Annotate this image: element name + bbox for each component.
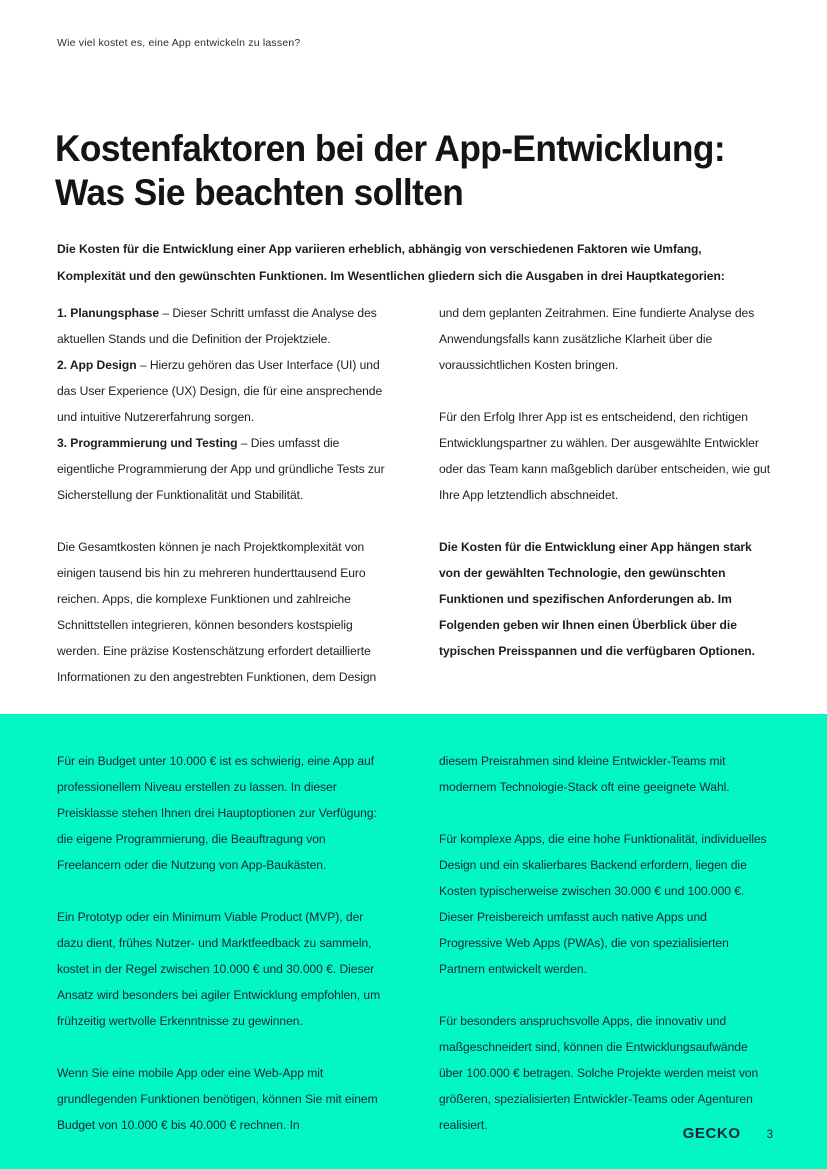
price-left-paragraph-3: Wenn Sie eine mobile App oder eine Web-App mit grundlegenden Funktionen benötigen, können Sie mit einem Budget von 10.000 € bis 40.000 € rechnen. In	[57, 1066, 378, 1132]
price-left-paragraph-2: Ein Prototyp oder ein Minimum Viable Product (MVP), der dazu dient, frühes Nutzer- und Marktfeedback zu sammeln, kostet in der Regel zwischen 10.000 € und 30.000 €. Dieser Ansatz wird besonders bei agiler Entwicklung empfohlen, um frühzeitig wertvolle Erkenntnisse zu gewinnen.	[57, 910, 381, 1028]
factor-2-label: 2. App Design	[57, 358, 137, 372]
running-header: Wie viel kostet es, eine App entwickeln zu lassen?	[57, 37, 301, 49]
price-right-paragraph-3: Für besonders anspruchsvolle Apps, die innovativ und maßgeschneidert sind, können die Entwicklungsaufwände über 100.000 € betragen. Solche Projekte werden meist von größeren, spezialisierten Entwickler-Teams oder Agenturen realisiert.	[439, 1014, 759, 1132]
price-left-paragraph-1: Für ein Budget unter 10.000 € ist es schwierig, eine App auf professionellem Niveau erstellen zu lassen. In dieser Preisklasse stehen Ihnen drei Hauptoptionen zur Verfügung: die eigene Programmierung, die Beauftragung von Freelancern oder die Nutzung von App-Baukästen.	[57, 754, 377, 872]
price-right-paragraph-2: Für komplexe Apps, die eine hohe Funktionalität, individuelles Design und ein skalierbares Backend erfordern, liegen die Kosten typischerweise zwischen 30.000 € und 100.000 €. Dieser Preisbereich umfasst auch native Apps und Progressive Web Apps (PWAs), die von spezialisierten Partnern entwickelt werden.	[439, 832, 767, 976]
page-title-line-2: Was Sie beachten sollten	[55, 171, 464, 213]
body-right-paragraph-1: und dem geplanten Zeitrahmen. Eine fundierte Analyse des Anwendungsfalls kann zusätzliche Klarheit über die voraussichtlichen Kosten bringen.	[439, 306, 755, 372]
page-title-line-1: Kostenfaktoren bei der App-Entwicklung:	[55, 127, 725, 169]
page-footer	[683, 1125, 773, 1142]
body-right-column	[439, 300, 773, 690]
factor-1-label: 1. Planungsphase	[57, 306, 160, 320]
body-left-paragraph-2: Die Gesamtkosten können je nach Projektkomplexität von einigen tausend bis hin zu mehreren hunderttausend Euro reichen. Apps, die komplexe Funktionen und zahlreiche Schnittstellen integrieren, können besonders kostspielig werden. Eine präzise Kostenschätzung erfordert detaillierte Informationen zu den angestrebten Funktionen, dem Design	[57, 540, 377, 684]
factor-2-text: – Hierzu gehören das User Interface (UI) und das User Experience (UX) Design, die für eine ansprechende und intuitive Nutzererfahrung sorgen.	[57, 358, 383, 424]
gecko-logo: GECKO	[682, 1125, 741, 1142]
price-right-column	[439, 748, 773, 1138]
intro-paragraph: Die Kosten für die Entwicklung einer App variieren erheblich, abhängig von verschiedenen Faktoren wie Umfang, Komplexität und den gewünschten Funktionen. Im Wesentlichen gliedern sich die Ausgaben in drei Hauptkategorien:	[57, 242, 725, 283]
factor-3-text: – Dies umfasst die eigentliche Programmierung der App und gründliche Tests zur Sicherstellung der Funktionalität und Stabilität.	[57, 436, 385, 502]
body-right-paragraph-3-highlight: Die Kosten für die Entwicklung einer App hängen stark von der gewählten Technologie, den gewünschten Funktionen und spezifischen Anforderungen ab. Im Folgenden geben wir Ihnen einen Überblick über die typischen Preisspannen und die verfügbaren Optionen.	[439, 540, 755, 658]
price-right-paragraph-1: diesem Preisrahmen sind kleine Entwickler-Teams mit modernem Technologie-Stack oft eine geeignete Wahl.	[439, 754, 730, 794]
body-columns	[57, 300, 773, 690]
price-left-column	[57, 748, 391, 1138]
page-number: 3	[766, 1129, 773, 1141]
factor-1-text: – Dieser Schritt umfasst die Analyse des aktuellen Stands und die Definition der Projektziele.	[57, 306, 377, 346]
cost-factors-list	[57, 300, 391, 508]
body-right-paragraph-2: Für den Erfolg Ihrer App ist es entscheidend, den richtigen Entwicklungspartner zu wählen. Der ausgewählte Entwickler oder das Team kann maßgeblich darüber entscheiden, wie gut Ihre App letztendlich abschneidet.	[439, 410, 771, 502]
body-left-column	[57, 300, 391, 690]
factor-3-label: 3. Programmierung und Testing	[57, 436, 238, 450]
page-title	[55, 126, 785, 214]
price-ranges-columns	[57, 748, 773, 1138]
